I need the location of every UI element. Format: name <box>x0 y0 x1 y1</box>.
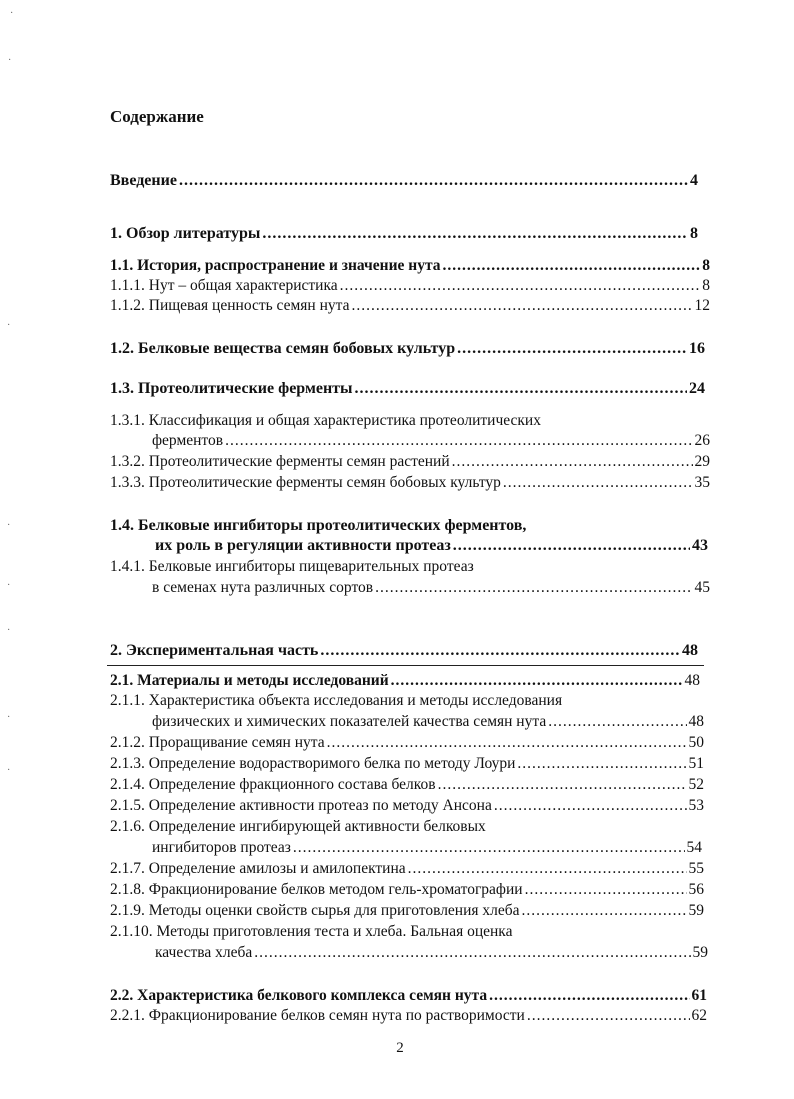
scan-speck: · <box>7 625 11 636</box>
toc-entry-2-1-5 <box>110 796 704 816</box>
toc-entry-page: 48 <box>682 642 698 659</box>
toc-entry-page: 8 <box>702 257 710 274</box>
toc-entry-label: 2.1.4. Определение фракционного состава белков <box>110 776 436 793</box>
toc-entry-label: 2.1.5. Определение активности протеаз по методу Ансона <box>110 797 492 814</box>
toc-entry-1-1-2 <box>110 296 710 316</box>
toc-entry-label: 1.1. История, распространение и значение нута <box>110 257 441 274</box>
toc-entry-1-2 <box>110 339 705 359</box>
toc-entry-2-1-2 <box>110 733 704 753</box>
toc-entry-continuation: в семенах нута различных сортов <box>152 579 374 596</box>
toc-entry-2-2-1 <box>110 1006 707 1026</box>
toc-entry-page: 12 <box>694 297 710 314</box>
toc-entry-page: 52 <box>688 776 704 793</box>
toc-entry-2-1-3 <box>110 754 704 774</box>
toc-entry-label: 2.1.9. Методы оценки свойств сырья для приготовления хлеба <box>110 902 520 919</box>
scan-speck: · <box>8 55 12 66</box>
toc-entry-page: 8 <box>690 225 698 242</box>
scan-speck: · <box>7 320 11 331</box>
toc-entry-page: 56 <box>688 881 704 898</box>
toc-entry-label: Введение <box>110 172 177 189</box>
toc-entry-page: 16 <box>689 340 705 357</box>
toc-entry-label: 1. Обзор литературы <box>110 225 261 242</box>
toc-entry-1-3-3 <box>110 473 710 493</box>
scan-speck: · <box>7 580 11 591</box>
toc-entry-1-1-1 <box>110 276 710 296</box>
toc-entry-page: 50 <box>688 734 704 751</box>
toc-entry-1-4 <box>155 536 708 556</box>
toc-entry-continuation: ингибиторов протеаз <box>152 839 291 856</box>
toc-entry-page: 4 <box>690 172 698 189</box>
toc-entry-2-1-6 <box>152 838 702 858</box>
toc-entry-2-1-4 <box>110 775 704 795</box>
toc-entry-page: 59 <box>688 902 704 919</box>
toc-entry-page: 48 <box>688 713 704 730</box>
toc-entry-label: 2.1.3. Определение водорастворимого белка по методу Лоури <box>110 755 516 772</box>
toc-entry-page: 45 <box>694 579 710 596</box>
toc-entry-introduction <box>110 171 698 191</box>
scan-speck: · <box>10 8 14 19</box>
toc-entry-2-1-6-label: 2.1.6. Определение ингибирующей активности белковых <box>110 818 486 835</box>
toc-entry-page: 26 <box>694 432 710 449</box>
toc-entry-page: 59 <box>692 944 708 961</box>
toc-entry-label: 1.3.3. Протеолитические ферменты семян бобовых культур <box>110 474 501 491</box>
page-number: 2 <box>396 1040 404 1056</box>
toc-entry-1-1 <box>110 256 710 276</box>
page-title: Содержание <box>110 107 204 126</box>
toc-entry-2-1 <box>110 671 700 691</box>
toc-entry-continuation: их роль в регуляции активности протеаз <box>155 537 451 554</box>
toc-entry-label: 2.2. Характеристика белкового комплекса семян нута <box>110 987 488 1004</box>
toc-entry-page: 8 <box>702 277 710 294</box>
toc-entry-page: 29 <box>694 453 710 470</box>
toc-entry-2-1-8 <box>110 880 704 900</box>
toc-entry-page: 53 <box>688 797 704 814</box>
toc-entry-page: 61 <box>691 987 707 1004</box>
toc-entry-page: 54 <box>686 839 702 856</box>
toc-entry-label: 2.1.8. Фракционирование белков методом гель-хроматографии <box>110 881 523 898</box>
toc-entry-page: 43 <box>692 537 708 554</box>
toc-entry-label: 1.1.2. Пищевая ценность семян нута <box>110 297 350 314</box>
toc-entry-page: 48 <box>684 672 700 689</box>
toc-entry-2-1-1 <box>152 712 704 732</box>
toc-entry-label: 1.2. Белковые вещества семян бобовых культур <box>110 340 456 357</box>
toc-entry-continuation: ферментов <box>152 432 224 449</box>
toc-entry-1-3-1-label: 1.3.1. Классификация и общая характеристика протеолитических <box>110 412 541 429</box>
toc-entry-2-1-9 <box>110 901 704 921</box>
toc-entry-label: 2.1.2. Проращивание семян нута <box>110 734 325 751</box>
toc-entry-1-3-2 <box>110 452 710 472</box>
section-divider <box>107 665 704 666</box>
toc-entry-2-1-1-label: 2.1.1. Характеристика объекта исследования и методы исследования <box>110 692 563 709</box>
toc-entry-2-1-10 <box>155 943 708 963</box>
toc-entry-page: 35 <box>694 474 710 491</box>
toc-entry-chapter-1 <box>110 224 698 244</box>
scan-speck: · <box>7 765 11 776</box>
toc-entry-1-4-1-label: 1.4.1. Белковые ингибиторы пищеварительных протеаз <box>110 558 474 575</box>
toc-entry-page: 51 <box>688 755 704 772</box>
toc-entry-page: 55 <box>688 860 704 877</box>
toc-entry-label: 2.1.7. Определение амилозы и амилопектина <box>110 860 406 877</box>
toc-entry-chapter-2 <box>110 641 698 661</box>
toc-entry-1-4-label: 1.4. Белковые ингибиторы протеолитических ферментов, <box>110 517 527 534</box>
toc-entry-continuation: физических и химических показателей качества семян нута <box>152 713 547 730</box>
toc-entry-2-1-7 <box>110 859 704 879</box>
toc-entry-1-4-1 <box>152 578 710 598</box>
toc-entry-label: 1.3. Протеолитические ферменты <box>110 380 353 397</box>
toc-entry-1-3-1 <box>152 431 710 451</box>
toc-entry-label: 2.2.1. Фракционирование белков семян нута по растворимости <box>110 1007 525 1024</box>
toc-entry-2-2 <box>110 986 707 1006</box>
toc-entry-page: 62 <box>691 1007 707 1024</box>
scan-speck: · <box>7 520 11 531</box>
toc-entry-continuation: качества хлеба <box>155 944 253 961</box>
toc-entry-page: 24 <box>689 380 705 397</box>
scan-speck: · <box>7 712 11 723</box>
toc-entry-label: 2.1. Материалы и методы исследований <box>110 672 389 689</box>
toc-entry-label: 1.3.2. Протеолитические ферменты семян растений <box>110 453 450 470</box>
toc-entry-1-3 <box>110 379 705 399</box>
toc-entry-label: 1.1.1. Нут – общая характеристика <box>110 277 338 294</box>
toc-entry-2-1-10-label: 2.1.10. Методы приготовления теста и хлеба. Бальная оценка <box>110 923 513 940</box>
toc-entry-label: 2. Экспериментальная часть <box>110 642 319 659</box>
